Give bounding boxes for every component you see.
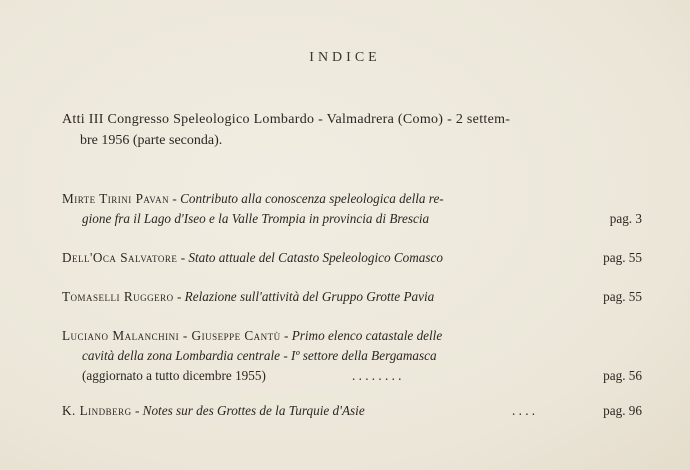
entry-author: Mirte Tirini Pavan bbox=[62, 191, 170, 206]
index-entry bbox=[62, 189, 652, 229]
entry-title: Contributo alla conoscenza speleologica della re- bbox=[180, 191, 444, 206]
entry-separator: - bbox=[280, 328, 292, 343]
index-entry bbox=[62, 287, 652, 307]
volume-heading bbox=[62, 109, 652, 151]
entry-author: K. Lindberg bbox=[62, 403, 132, 418]
entry-page: pag. 55 bbox=[603, 250, 642, 265]
volume-heading-line-2: bre 1956 (parte seconda). bbox=[80, 133, 223, 148]
entry-separator: - bbox=[169, 191, 181, 206]
entry-page: pag. 3 bbox=[609, 211, 642, 226]
index-entry bbox=[62, 248, 652, 268]
volume-heading-line-1: Atti III Congresso Speleologico Lombardo - Valmadrera (Como) - 2 settem- bbox=[62, 112, 511, 127]
page-title: INDICE bbox=[309, 50, 381, 65]
entry-title-continued: gione fra il Lago d'Iseo e la Valle Trompia in provincia di Brescia bbox=[82, 211, 430, 226]
entry-title-continued: cavità della zona Lombardia centrale - Iº settore della Bergamasca bbox=[82, 348, 437, 363]
entry-title: Notes sur des Grottes de la Turquie d'Asie bbox=[142, 403, 365, 418]
entry-title: Stato attuale del Catasto Speleologico Comasco bbox=[188, 250, 443, 265]
entry-author: Dell'Oca Salvatore bbox=[62, 250, 178, 265]
leader-dots: . . . . bbox=[512, 403, 536, 418]
entry-separator: - bbox=[131, 403, 143, 418]
entry-title-continued: (aggiornato a tutto dicembre 1955) bbox=[82, 368, 266, 383]
entry-author: Luciano Malanchini - Giuseppe Cantù bbox=[62, 328, 281, 343]
index-entry bbox=[62, 401, 652, 421]
leader-dots: . . . . . . . . bbox=[352, 368, 402, 383]
entry-author: Tomaselli Ruggero bbox=[62, 289, 174, 304]
entry-title: Relazione sull'attività del Gruppo Grotte Pavia bbox=[184, 289, 435, 304]
entry-separator: - bbox=[177, 250, 189, 265]
entry-page: pag. 56 bbox=[603, 368, 642, 383]
entry-page: pag. 55 bbox=[603, 289, 642, 304]
entry-title: Primo elenco catastale delle bbox=[291, 328, 443, 343]
entry-separator: - bbox=[173, 289, 185, 304]
index-entry bbox=[62, 326, 652, 386]
entry-page: pag. 96 bbox=[603, 403, 642, 418]
